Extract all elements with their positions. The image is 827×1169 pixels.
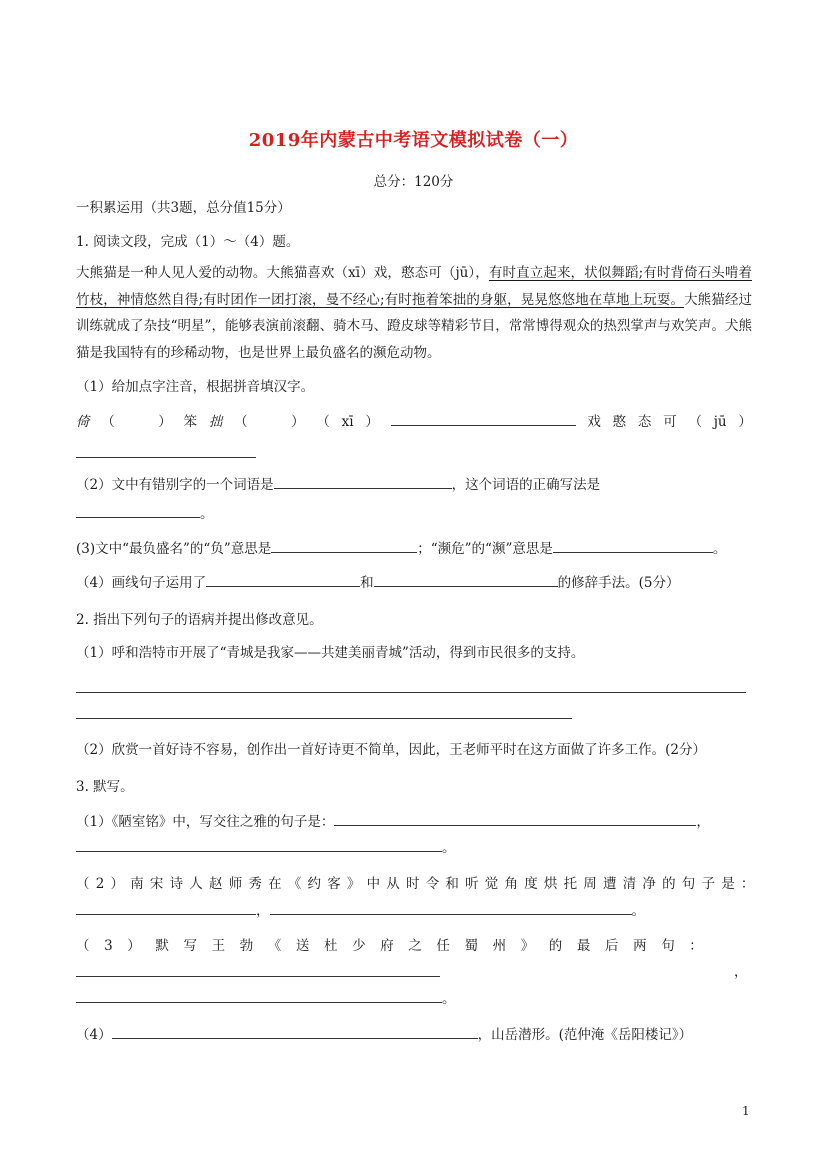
- exam-title: 2019年内蒙古中考语文模拟试卷（一）: [248, 130, 579, 151]
- question-1-prompt: 1. 阅读文段，完成（1）～（4）题。: [76, 234, 300, 250]
- q3-sub3-cont: [76, 962, 752, 983]
- answer-blank[interactable]: [76, 988, 442, 1003]
- answer-line[interactable]: [76, 718, 572, 719]
- paren-open: （: [101, 414, 115, 430]
- char-ke: 可: [663, 414, 677, 430]
- char-xi: 戏: [587, 414, 601, 430]
- paren-close: ）: [158, 414, 172, 430]
- period: 。: [631, 903, 645, 919]
- answer-blank[interactable]: [112, 1024, 478, 1039]
- char-han: 憨: [612, 414, 627, 430]
- comma: ，: [734, 964, 748, 980]
- period: 。: [712, 541, 727, 557]
- q1-sub4-text3: 的修辞手法。(5分）: [557, 575, 680, 591]
- passage-underlined: 有时直立起来，状似舞蹈;有时背倚石头啃着竹枝，神情悠然自得;有时团作一团打滚，曼不经心;有时拖着笨拙的身躯，晃晃悠悠地在草地上玩耍。: [76, 265, 752, 308]
- q3-sub2: （2）南宋诗人赵师秀在《约客》中从时令和听觉角度烘托周遭清净的句子是：: [76, 876, 761, 892]
- period: 。: [200, 506, 214, 522]
- answer-blank[interactable]: [274, 474, 452, 489]
- char-tai: 态: [637, 414, 652, 430]
- q1-sub4-text: （4）画线句子运用了: [76, 575, 207, 591]
- answer-blank[interactable]: [76, 962, 440, 977]
- char-ben: 笨: [183, 414, 198, 430]
- q1-sub2-text2: ，这个词语的正确写法是: [451, 477, 601, 493]
- passage-rest: 大熊猫经过训练就成了杂技“明星”，能够表演前滚翻、骑木马、蹬皮球等精彩节目，常常博得观众的热烈掌声与欢笑声。犬熊猫是我国特有的珍稀动物，也是世界上最负盛名的濒危动物。: [76, 291, 752, 361]
- q3-sub1-text: （1）《陋室铭》中，写交往之雅的句子是：: [76, 814, 335, 830]
- answer-blank[interactable]: [334, 811, 696, 826]
- answer-blank[interactable]: [76, 837, 442, 852]
- paren-open: （: [234, 414, 248, 430]
- answer-blank[interactable]: [76, 900, 256, 915]
- q3-sub4: [76, 1024, 752, 1045]
- paren-open: （: [688, 414, 702, 430]
- answer-blank-line[interactable]: [76, 457, 256, 458]
- q3-sub1-cont: [76, 837, 752, 858]
- period: 。: [442, 840, 456, 856]
- answer-blank[interactable]: [76, 503, 200, 518]
- char-yi: 倚: [76, 414, 90, 430]
- q3-sub4-text: ，山岳潜形。(范仲淹《岳阳楼记》）: [477, 1027, 693, 1043]
- q2-sub2: （2）欣赏一首好诗不容易，创作出一首好诗更不简单，因此，王老师平时在这方面做了许多工作。(2分）: [76, 742, 706, 758]
- q1-sub4: [76, 572, 752, 593]
- q3-sub1: [76, 811, 752, 832]
- comma: ，: [256, 903, 270, 919]
- q1-sub1: （1）给加点字注音，根据拼音填汉字。: [76, 379, 315, 395]
- answer-blank[interactable]: [391, 411, 576, 426]
- q1-sub1-items: [76, 411, 752, 432]
- section-heading: 一积累运用（共3题，总分值15分）: [76, 200, 291, 216]
- total-score: 总分：120分: [373, 174, 454, 190]
- q1-sub2-text: （2）文中有错别字的一个词语是: [76, 477, 274, 493]
- question-3-prompt: 3. 默写。: [76, 779, 134, 795]
- page-number: 1: [742, 1104, 750, 1118]
- paren-open: （: [316, 414, 330, 430]
- q1-sub3-text2: ；“濒危”的“濒”意思是: [417, 541, 553, 557]
- comma: ，: [696, 814, 710, 830]
- paren-close: ）: [291, 414, 305, 430]
- answer-blank[interactable]: [553, 538, 713, 553]
- answer-line[interactable]: [76, 692, 746, 693]
- paren-close: ）: [738, 414, 752, 430]
- paren-close: ）: [365, 414, 379, 430]
- question-2-prompt: 2. 指出下列句子的语病并提出修改意见。: [76, 612, 323, 628]
- pinyin-ju: jū: [713, 414, 727, 430]
- q1-sub3: [76, 538, 752, 559]
- passage-intro: 大熊猫是一种人见人爱的动物。大熊猫喜欢（xī）戏，憨态可（jū），: [76, 265, 489, 281]
- q3-sub3: （3）默写王勃《送杜少府之任蜀州》的最后两句：: [76, 938, 718, 954]
- pinyin-xi: xī: [341, 414, 354, 430]
- char-zhuo: 拙: [208, 414, 223, 430]
- period: 。: [442, 991, 456, 1007]
- q3-sub3-cont2: [76, 988, 752, 1009]
- q1-sub2-cont: [76, 503, 752, 524]
- q3-sub4-num: （4）: [76, 1027, 112, 1043]
- answer-blank[interactable]: [270, 900, 632, 915]
- passage: [76, 260, 752, 366]
- answer-blank[interactable]: [206, 572, 360, 587]
- answer-blank[interactable]: [374, 572, 558, 587]
- answer-blank[interactable]: [271, 538, 417, 553]
- q1-sub4-and: 和: [360, 575, 374, 591]
- q1-sub2: [76, 474, 752, 495]
- q1-sub3-text: (3)文中“最负盛名”的“负”意思是: [76, 541, 272, 557]
- q2-sub1: （1）呼和浩特市开展了“青城是我家——共建美丽青城”活动，得到市民很多的支持。: [76, 645, 585, 661]
- q3-sub2-cont: [76, 900, 752, 921]
